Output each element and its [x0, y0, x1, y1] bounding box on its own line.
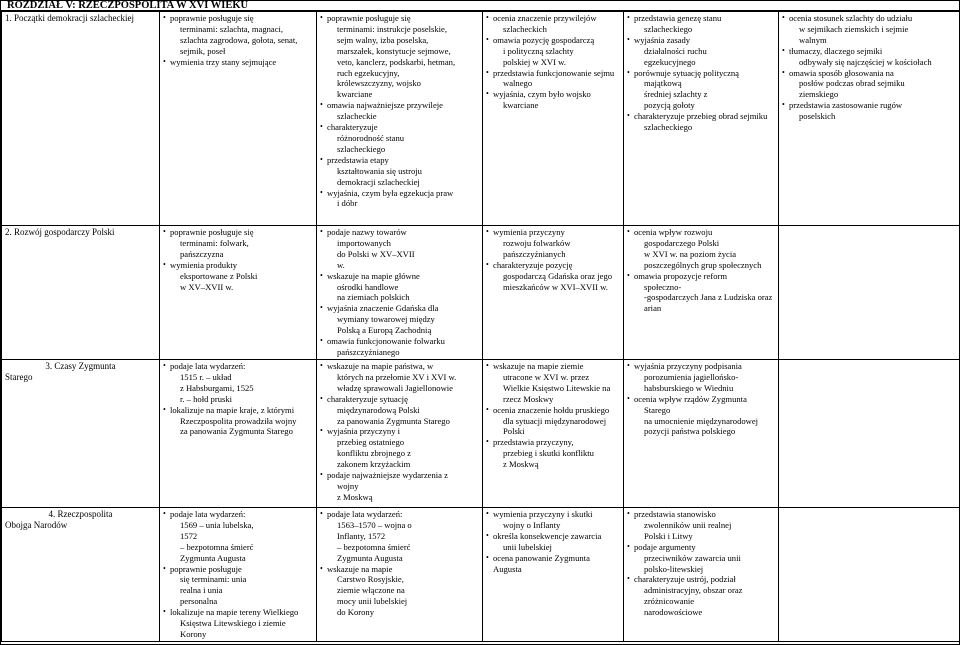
requirement-line: rzecz Moskwy — [503, 393, 554, 404]
requirement-list — [627, 13, 775, 133]
section-title-line: 2. Rozwój gospodarczy Polski — [5, 227, 115, 237]
requirement-line: których na przełomie XV i XVI w. — [337, 371, 457, 382]
requirement-line: Polską a Europą Zachodnią — [337, 325, 432, 336]
requirement-line: • wskazuje na mapie główne — [327, 271, 479, 282]
requirement-line: Wielkie Księstwo Litewskie na — [503, 382, 611, 393]
requirement-line: z Moskwą — [337, 491, 373, 502]
requirement-cell-c3 — [483, 508, 624, 642]
requirement-line: z Moskwą — [503, 459, 539, 470]
requirement-line: • charakteryzuje ustrój, podział — [634, 574, 775, 585]
requirement-line: • podaje lata wydarzeń: — [170, 361, 313, 372]
requirement-line: – bezpotomna śmierć — [180, 541, 254, 552]
requirement-line: Polski — [503, 426, 525, 437]
requirement-line: polskiej w XVI w. — [503, 56, 566, 67]
section-title — [2, 360, 160, 508]
requirement-line: zróżnicowanie — [644, 596, 695, 607]
requirement-line: narodowościowe — [644, 607, 703, 618]
requirement-line: • ocenia wpływ rozwoju — [634, 227, 775, 238]
requirement-line: • wyjaśnia, czym była egzekucja praw — [327, 188, 479, 199]
requirement-line: Zygmunta Augusta — [337, 552, 403, 563]
requirements-table — [1, 11, 960, 642]
requirement-list — [627, 509, 775, 618]
requirement-line: gospodarczego Polski — [644, 237, 720, 248]
requirement-line: • poprawnie posługuje się — [170, 13, 313, 24]
requirement-line: • podaje lata wydarzeń: — [170, 509, 313, 520]
requirement-line: kwarciane — [503, 100, 539, 111]
requirement-line: sejmik, poseł — [180, 45, 226, 56]
section-title — [2, 508, 160, 642]
requirement-line: się terminami: unia — [180, 574, 247, 585]
requirement-list — [163, 509, 313, 640]
requirement-list — [320, 361, 479, 503]
requirement-line: veto, kanclerz, podskarbi, hetman, — [337, 56, 456, 67]
requirement-line: szlacheckiego — [644, 122, 693, 133]
section-title-line: Starego — [5, 371, 33, 382]
requirement-line: • wyjaśnia przyczyny podpisania — [634, 361, 775, 372]
requirement-cell-c4 — [624, 226, 779, 360]
requirement-line: • wyjaśnia zasady — [634, 35, 775, 46]
requirement-list — [163, 227, 313, 292]
requirement-line: • poprawnie posługuje — [170, 564, 313, 575]
requirement-list — [627, 227, 775, 314]
requirement-line: i polityczną szlachty — [503, 45, 574, 56]
requirement-line: • omawia sposób głosowania na — [789, 68, 956, 79]
requirement-line: Inflanty, 1572 — [337, 530, 386, 541]
requirement-line: mocy unii lubelskiej — [337, 596, 408, 607]
requirement-line: 1572 — [180, 530, 198, 541]
requirement-line: ruch egzekucyjny, — [337, 67, 400, 78]
requirement-line: • omawia propozycje reform — [634, 271, 775, 282]
requirement-line: szlacheckiego — [337, 143, 386, 154]
requirement-cell-c1 — [160, 12, 317, 226]
section-title — [2, 226, 160, 360]
requirement-line: eksportowane z Polski — [180, 270, 258, 281]
requirement-list — [320, 227, 479, 358]
requirement-line: terminami: folwark, — [180, 237, 249, 248]
requirement-line: walnym — [799, 34, 827, 45]
requirement-line: • wskazuje na mapie ziemie — [493, 361, 620, 372]
requirement-cell-c5 — [779, 12, 960, 226]
requirement-line: Carstwo Rosyjskie, — [337, 574, 404, 585]
requirement-line: pozycją gołoty — [644, 100, 695, 111]
requirement-line: unii lubelskiej — [503, 541, 552, 552]
requirement-line: • wskazuje na mapie — [327, 564, 479, 575]
requirement-list — [320, 509, 479, 618]
requirement-line: -gospodarczych Jana z Ludziska oraz — [644, 292, 773, 303]
requirement-cell-c3 — [483, 360, 624, 508]
requirement-line: • przedstawia etapy — [327, 155, 479, 166]
requirement-line: • ocenia znaczenie przywilejów — [493, 13, 620, 24]
requirement-line: poszczególnych grup społecznych — [644, 259, 762, 270]
requirement-line: rozwoju folwarków — [503, 237, 571, 248]
requirement-line: wymiany towarowej między — [337, 314, 435, 325]
requirement-line: • charakteryzuje przebieg obrad sejmiku — [634, 111, 775, 122]
requirement-line: do Korony — [337, 607, 374, 618]
requirement-line: konfliktu zbrojnego z — [337, 448, 411, 459]
requirement-line: • wymienia trzy stany sejmujące — [170, 57, 313, 68]
requirement-line: polsko-litewskiej — [644, 563, 704, 574]
requirement-line: • wymienia przyczyny i skutki — [493, 509, 620, 520]
requirement-line: w sejmikach ziemskich i sejmie — [799, 23, 909, 34]
requirement-line: • wyjaśnia, czym było wojsko — [493, 89, 620, 100]
requirement-line: średniej szlachty z — [644, 89, 708, 100]
section-title-line: Obojga Narodów — [5, 519, 68, 530]
requirement-line: personalna — [180, 596, 218, 607]
requirement-line: • charakteryzuje — [327, 122, 479, 133]
requirement-line: w. — [337, 259, 345, 270]
requirement-line: marszałek, konstytucje sejmowe, — [337, 45, 451, 56]
requirement-line: do Polski w XV–XVII — [337, 248, 415, 259]
requirement-line: • tłumaczy, dlaczego sejmiki — [789, 46, 956, 57]
requirement-line: szlacheckiego — [644, 23, 693, 34]
requirement-line: • wymienia produkty — [170, 260, 313, 271]
requirement-line: • ocena panowanie Zygmunta Augusta — [493, 553, 620, 575]
requirement-line: kształtowania się ustroju — [337, 165, 422, 176]
requirement-line: arian — [644, 303, 662, 314]
requirement-line: na umocnienie międzynarodowej — [644, 415, 759, 426]
requirement-line: • przedstawia funkcjonowanie sejmu — [493, 68, 620, 79]
requirement-line: szlacheckich — [503, 23, 547, 34]
requirement-line: gospodarczą Gdańska oraz jego — [503, 270, 613, 281]
requirement-line: różnorodność stanu — [337, 132, 405, 143]
requirement-line: • określa konsekwencje zawarcia — [493, 531, 620, 542]
requirement-line: administracyjny, obszar oraz — [644, 585, 743, 596]
requirement-line: • lokalizuje na mapie kraje, z którymi — [170, 405, 313, 416]
requirement-line: Rzeczpospolita prowadziła wojny — [180, 415, 297, 426]
requirement-line: 1515 r. – układ — [180, 371, 232, 382]
requirement-line: demokracji szlacheckiej — [337, 176, 420, 187]
requirement-line: porozumienia jagiellońsko- — [644, 371, 739, 382]
requirement-line: pańszczyzna — [180, 248, 224, 259]
requirement-list — [486, 13, 620, 111]
requirement-cell-c1 — [160, 508, 317, 642]
requirement-line: • ocenia wpływ rządów Zygmunta — [634, 394, 775, 405]
requirement-line: szlacheckie — [337, 111, 377, 122]
requirement-cell-c5 — [779, 226, 960, 360]
requirement-cell-c2 — [317, 360, 483, 508]
requirement-line: pańszczyźnianego — [337, 346, 400, 357]
requirement-line: Polski i Litwy — [644, 530, 693, 541]
requirement-cell-c2 — [317, 226, 483, 360]
requirement-line: władzę sprawowali Jagiellonowie — [337, 382, 453, 393]
requirement-cell-c4 — [624, 12, 779, 226]
requirement-line: • podaje nazwy towarów — [327, 227, 479, 238]
requirement-line: • lokalizuje na mapie tereny Wielkiego — [170, 607, 313, 618]
requirement-line: • charakteryzuje sytuację — [327, 394, 479, 405]
requirement-line: ziemie włączone na — [337, 585, 405, 596]
requirement-line: • charakteryzuje pozycję — [493, 260, 620, 271]
requirement-line: • wyjaśnia przyczyny i — [327, 426, 479, 437]
requirement-list — [782, 13, 956, 122]
requirement-line: 1569 – unia lubelska, — [180, 519, 254, 530]
requirement-cell-c1 — [160, 360, 317, 508]
requirement-line: działalności ruchu — [644, 45, 707, 56]
requirement-line: • ocenia stosunek szlachty do udziału — [789, 13, 956, 24]
requirement-line: r. – hołd pruski — [180, 393, 233, 404]
requirement-list — [486, 509, 620, 574]
requirement-list — [486, 361, 620, 470]
requirement-cell-c5 — [779, 508, 960, 642]
requirement-line: zakonem krzyżackim — [337, 459, 411, 470]
requirement-line: przeciwników zawarcia unii — [644, 552, 741, 563]
requirement-line: królewszczyzny, wojsko — [337, 78, 421, 89]
requirement-line: • ocenia znaczenie hołdu pruskiego — [493, 405, 620, 416]
section-title — [2, 12, 160, 226]
requirement-line: • podaje najważniejsze wydarzenia z — [327, 470, 479, 481]
requirement-line: międzynarodową Polski — [337, 404, 420, 415]
requirement-line: przebieg i skutki konfliktu — [503, 448, 594, 459]
section-title-line: 4. Rzeczpospolita — [48, 509, 113, 519]
requirement-cell-c3 — [483, 12, 624, 226]
requirement-line: • podaje lata wydarzeń: — [327, 509, 479, 520]
requirement-line: majątkową — [644, 78, 682, 89]
requirement-line: • wymienia przyczyny — [493, 227, 620, 238]
requirement-list — [627, 361, 775, 437]
requirement-line: Zygmunta Augusta — [180, 552, 246, 563]
requirement-line: egzekucyjnego — [644, 56, 696, 67]
requirement-line: • omawia pozycję gospodarczą — [493, 35, 620, 46]
requirement-cell-c1 — [160, 226, 317, 360]
section-title-line: 3. Czasy Zygmunta — [45, 361, 116, 371]
requirement-line: terminami: szlachta, magnaci, — [180, 23, 284, 34]
requirement-line: odbywały się najczęściej w kościołach — [799, 56, 932, 67]
requirement-line: wojny o Inflanty — [503, 519, 561, 530]
requirement-list — [486, 227, 620, 292]
requirement-line: • przedstawia stanowisko — [634, 509, 775, 520]
requirement-line: posłów podczas obrad sejmiku — [799, 78, 905, 89]
requirement-line: Starego — [644, 404, 671, 415]
requirement-cell-c2 — [317, 508, 483, 642]
requirement-cell-c5 — [779, 360, 960, 508]
requirement-line: w XVI w. na poziom życia — [644, 248, 737, 259]
requirement-line: habsburskiego w Wiedniu — [644, 382, 734, 393]
requirement-line: • omawia najważniejsze przywileje — [327, 100, 479, 111]
requirement-line: terminami: instrukcje poselskie, — [337, 23, 448, 34]
requirement-line: za panowania Zygmunta Starego — [337, 415, 450, 426]
table-row — [2, 508, 960, 642]
requirement-line: • wskazuje na mapie państwa, w — [327, 361, 479, 372]
requirement-line: z Habsburgami, 1525 — [180, 382, 254, 393]
requirement-line: poselskich — [799, 111, 836, 122]
requirement-line: importowanych — [337, 237, 391, 248]
table-row — [2, 360, 960, 508]
requirement-list — [163, 361, 313, 437]
requirement-line: • przedstawia genezę stanu — [634, 13, 775, 24]
section-title-line: 1. Początki demokracji szlacheckiej — [5, 13, 134, 23]
requirement-line: • omawia funkcjonowanie folwarku — [327, 336, 479, 347]
requirement-line: na ziemiach polskich — [337, 292, 410, 303]
chapter-title: ROZDZIAŁ V: RZECZPOSPOLITA W XVI WIEKU — [1, 1, 959, 11]
requirement-line: walnego — [503, 78, 533, 89]
requirement-line: • podaje argumenty — [634, 542, 775, 553]
requirement-line: • poprawnie posługuje się — [327, 13, 479, 24]
requirement-line: • porównuje sytuację polityczną — [634, 68, 775, 79]
requirement-line: szlachta zagrodowa, gołota, senat, — [180, 34, 298, 45]
requirement-line: mieszkańców w XVI–XVII w. — [503, 281, 608, 292]
requirement-line: dla sytuacji międzynarodowej — [503, 415, 607, 426]
requirement-line: – bezpotomna śmierć — [337, 541, 411, 552]
requirement-line: przebieg ostatniego — [337, 437, 405, 448]
requirement-list — [163, 13, 313, 68]
requirement-line: utracone w XVI w. przez — [503, 371, 590, 382]
requirement-line: społeczno- — [644, 281, 682, 292]
requirement-line: wojny — [337, 480, 359, 491]
requirement-line: • poprawnie posługuje się — [170, 227, 313, 238]
requirement-line: zwolenników unii realnej — [644, 519, 732, 530]
requirement-line: 1563–1570 – wojna o — [337, 519, 412, 530]
requirement-line: • przedstawia przyczyny, — [493, 437, 620, 448]
requirement-cell-c4 — [624, 360, 779, 508]
requirement-line: sejm walny, izba poselska, — [337, 34, 429, 45]
requirement-cell-c2 — [317, 12, 483, 226]
requirement-cell-c3 — [483, 226, 624, 360]
requirement-cell-c4 — [624, 508, 779, 642]
table-row — [2, 226, 960, 360]
requirement-list — [320, 13, 479, 209]
requirement-line: ośrodki handlowe — [337, 281, 399, 292]
requirement-line: w XV–XVII w. — [180, 281, 234, 292]
requirement-line: pańszczyźnianych — [503, 248, 566, 259]
requirement-line: i dóbr — [337, 198, 358, 209]
requirement-line: • wyjaśnia znaczenie Gdańska dla — [327, 303, 479, 314]
requirement-line: • przedstawia zastosowanie rugów — [789, 100, 956, 111]
requirement-line: realna i unia — [180, 585, 223, 596]
requirement-line: pozycji państwa polskiego — [644, 426, 736, 437]
requirement-line: Księstwa Litewskiego i ziemie Korony — [180, 618, 286, 639]
table-row — [2, 12, 960, 226]
requirement-line: ziemskiego — [799, 89, 839, 100]
requirement-line: za panowania Zygmunta Starego — [180, 426, 293, 437]
requirement-line: kwarciane — [337, 89, 373, 100]
